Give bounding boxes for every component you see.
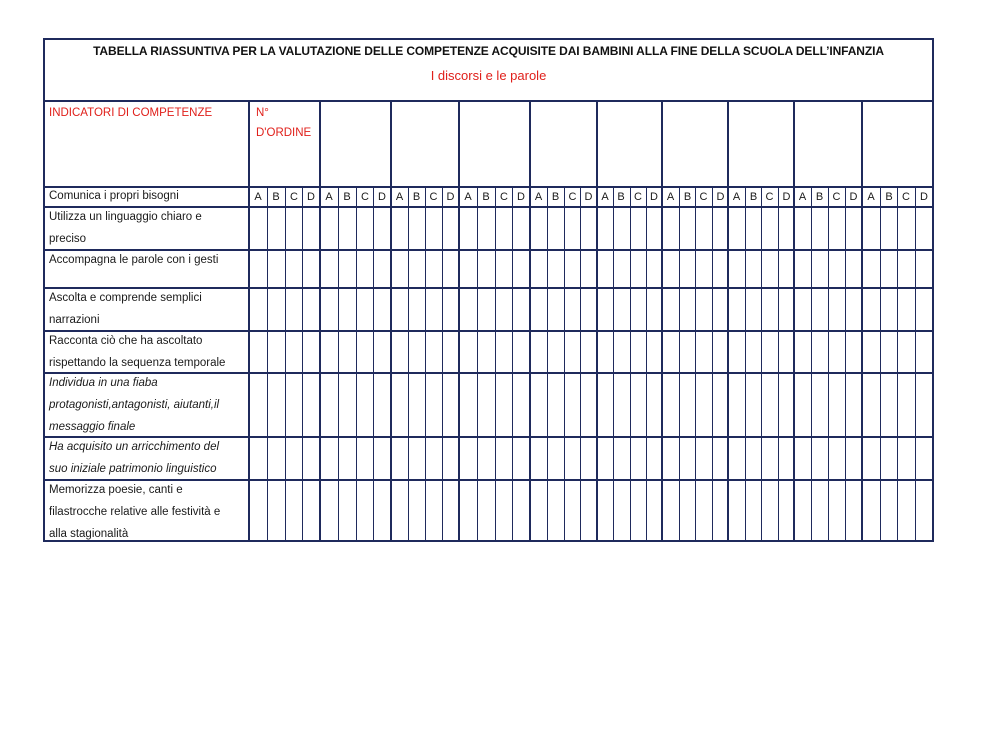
grade-subcolumn-divider: [302, 187, 303, 540]
indicators-header: INDICATORI DI COMPETENZE: [49, 107, 213, 119]
grade-subcolumn-divider: [915, 187, 916, 540]
grade-subcolumn-divider: [408, 187, 409, 540]
grade-subcolumn-divider: [761, 187, 762, 540]
grade-letter-d: D: [307, 191, 315, 203]
indicator-label: alla stagionalità: [49, 528, 129, 540]
grade-subcolumn-divider: [630, 187, 631, 540]
grade-subcolumn-divider: [695, 187, 696, 540]
grade-subcolumn-divider: [564, 187, 565, 540]
grade-letter-a: A: [534, 191, 543, 203]
grade-letter-c: C: [634, 191, 642, 203]
child-group-divider: [529, 102, 531, 540]
grade-subcolumn-divider: [425, 187, 426, 540]
grade-subcolumn-divider: [285, 187, 286, 540]
document-subtitle: I discorsi e le parole: [430, 68, 547, 83]
grade-letter-a: A: [464, 191, 472, 203]
child-group-divider: [390, 102, 392, 540]
grade-letter-a: A: [601, 191, 609, 203]
indicator-label: Racconta ciò che ha ascoltato: [49, 335, 203, 347]
grade-letter-a: A: [395, 191, 404, 203]
grade-subcolumn-divider: [745, 187, 746, 540]
grade-letter-b: B: [482, 191, 490, 203]
grade-letter-b: B: [749, 191, 758, 203]
grade-subcolumn-divider: [512, 187, 513, 540]
child-group-divider: [458, 102, 460, 540]
grade-subcolumn-divider: [811, 187, 812, 540]
indicator-label: narrazioni: [49, 314, 100, 326]
order-number-header: N°: [256, 107, 269, 119]
grade-letter-d: D: [782, 191, 791, 203]
grade-letter-c: C: [902, 191, 910, 203]
child-group-divider: [596, 102, 598, 540]
grade-subcolumn-divider: [845, 187, 846, 540]
grade-letter-b: B: [815, 191, 824, 203]
indicator-label: rispettando la sequenza temporale: [49, 357, 226, 369]
grade-subcolumn-divider: [356, 187, 357, 540]
indicator-label: Ha acquisito un arricchimento del: [49, 441, 220, 453]
grade-subcolumn-divider: [778, 187, 779, 540]
grade-subcolumn-divider: [477, 187, 478, 540]
grade-letter-d: D: [849, 191, 858, 203]
grade-letter-c: C: [500, 191, 508, 203]
indicator-label: Utilizza un linguaggio chiaro e: [49, 211, 202, 223]
grade-letter-a: A: [867, 191, 875, 203]
indicator-label: protagonisti,antagonisti, aiutanti,il: [49, 399, 220, 411]
evaluation-grid: [45, 40, 932, 540]
child-group-divider: [861, 102, 863, 540]
child-group-divider: [793, 102, 795, 540]
grade-letter-b: B: [551, 191, 560, 203]
grade-subcolumn-divider: [267, 187, 268, 540]
indicator-label: suo iniziale patrimonio linguistico: [49, 463, 217, 475]
indicator-column-divider: [248, 102, 250, 540]
grade-letter-a: A: [254, 191, 262, 203]
grade-letter-d: D: [650, 191, 658, 203]
document-title: TABELLA RIASSUNTIVA PER LA VALUTAZIONE DELLE COMPETENZE ACQUISITE DAI BAMBINI ALLA FINE DELLA SCUOLA DELL’INFANZIA: [93, 44, 884, 58]
grade-letter-b: B: [412, 191, 421, 203]
grade-letter-c: C: [765, 191, 774, 203]
grade-letter-b: B: [272, 191, 280, 203]
grade-subcolumn-divider: [679, 187, 680, 540]
grade-subcolumn-divider: [547, 187, 548, 540]
child-group-divider: [661, 102, 663, 540]
indicator-label: Ascolta e comprende semplici: [49, 292, 202, 304]
grade-letter-a: A: [732, 191, 741, 203]
grade-letter-d: D: [920, 191, 928, 203]
grade-subcolumn-divider: [613, 187, 614, 540]
grade-letter-d: D: [584, 191, 593, 203]
grade-letter-b: B: [343, 191, 351, 203]
indicator-label: Individua in una fiaba: [49, 377, 158, 389]
grade-subcolumn-divider: [338, 187, 339, 540]
indicator-label: messaggio finale: [49, 421, 136, 433]
grade-letter-c: C: [361, 191, 369, 203]
grade-letter-d: D: [517, 191, 525, 203]
grade-letter-c: C: [568, 191, 577, 203]
order-number-header: D'ORDINE: [256, 127, 312, 139]
grade-subcolumn-divider: [897, 187, 898, 540]
grade-subcolumn-divider: [828, 187, 829, 540]
indicator-label: Comunica i propri bisogni: [49, 190, 179, 202]
grade-subcolumn-divider: [580, 187, 581, 540]
grade-letter-a: A: [666, 191, 675, 203]
grade-subcolumn-divider: [373, 187, 374, 540]
indicator-label: Memorizza poesie, canti e: [49, 484, 183, 496]
indicator-label: filastrocche relative alle festività e: [49, 506, 221, 518]
grade-subcolumn-divider: [495, 187, 496, 540]
indicator-label: preciso: [49, 233, 87, 245]
child-group-divider: [319, 102, 321, 540]
grade-letter-a: A: [798, 191, 807, 203]
grade-subcolumn-divider: [442, 187, 443, 540]
grade-letter-a: A: [325, 191, 333, 203]
grade-letter-b: B: [617, 191, 625, 203]
grade-letter-d: D: [716, 191, 725, 203]
grade-letter-c: C: [832, 191, 841, 203]
grade-letter-c: C: [699, 191, 708, 203]
evaluation-table: [43, 38, 934, 542]
grade-letter-b: B: [683, 191, 692, 203]
grade-letter-c: C: [429, 191, 438, 203]
grade-letter-d: D: [378, 191, 386, 203]
grade-letter-d: D: [446, 191, 455, 203]
grade-subcolumn-divider: [646, 187, 647, 540]
grade-letter-c: C: [290, 191, 298, 203]
grade-subcolumn-divider: [880, 187, 881, 540]
grade-subcolumn-divider: [712, 187, 713, 540]
child-group-divider: [727, 102, 729, 540]
grade-letter-b: B: [885, 191, 893, 203]
indicator-label: Accompagna le parole con i gesti: [49, 254, 219, 266]
